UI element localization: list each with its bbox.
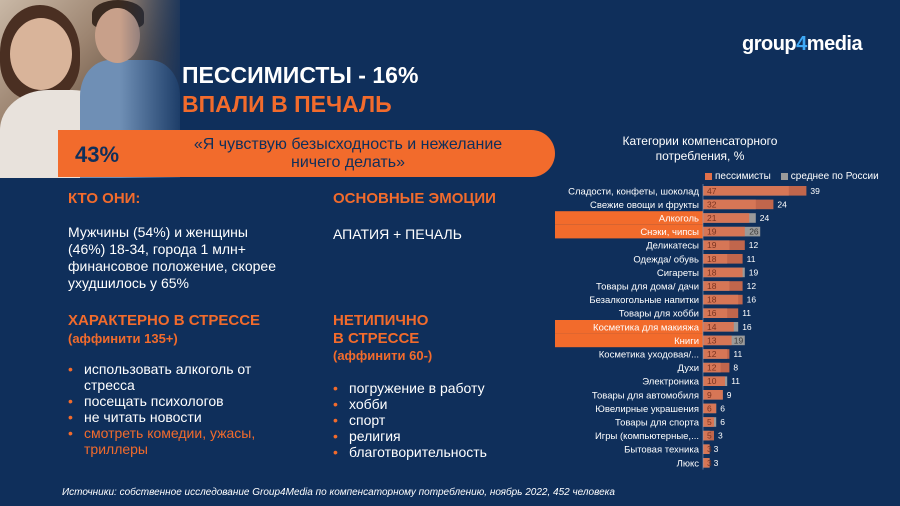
category-label: Бытовая техника — [624, 444, 699, 456]
value-label-pessimists: 14 — [707, 321, 717, 332]
value-label-average: 39 — [810, 185, 820, 196]
list-item: • посещать психологов — [66, 393, 286, 409]
category-label: Люкс — [676, 458, 699, 470]
value-label-pessimists: 3 — [707, 457, 712, 468]
category-label: Алкоголь — [658, 213, 699, 225]
value-label-average: 26 — [749, 226, 759, 237]
value-label-pessimists: 21 — [707, 213, 717, 223]
category-label: Книги — [674, 335, 699, 347]
value-label-average: 16 — [742, 321, 752, 332]
logo: group4media — [742, 33, 863, 55]
atypical-heading-2: В СТРЕССЕ — [333, 330, 420, 347]
category-label: Сигареты — [656, 267, 699, 279]
value-label-pessimists: 18 — [707, 294, 717, 305]
value-label-pessimists: 19 — [707, 226, 717, 237]
value-label-pessimists: 6 — [707, 403, 712, 414]
atypical-sub: (аффинити 60-) — [333, 348, 433, 363]
value-label-average: 9 — [726, 389, 732, 400]
value-label-pessimists: 18 — [707, 281, 717, 291]
list-item: • хобби — [331, 396, 531, 412]
value-label-pessimists: 5 — [707, 430, 712, 441]
value-label-average: 11 — [742, 308, 752, 319]
list-item: • использовать алкоголь от стресса — [66, 361, 286, 393]
list-item: • не читать новости — [66, 409, 286, 425]
value-label-pessimists: 5 — [707, 417, 712, 427]
value-label-pessimists: 3 — [707, 444, 712, 455]
chart-legend — [705, 171, 879, 182]
source-note: Источники: собственное исследование Group4Media по компенсаторному потреблению, ноябрь 2022, 452 человека — [62, 487, 615, 498]
bar-chart — [545, 182, 880, 472]
list-item: • смотреть комедии, ужасы, триллеры — [66, 425, 286, 457]
value-label-average: 12 — [746, 281, 757, 291]
value-label-pessimists: 12 — [707, 349, 717, 359]
category-label: Игры (компьютерные,... — [594, 431, 699, 443]
typical-list — [66, 361, 286, 457]
emotions-text: АПАТИЯ + ПЕЧАЛЬ — [333, 226, 462, 242]
category-label: Косметика для макияжа — [593, 322, 699, 334]
value-label-pessimists: 10 — [707, 376, 717, 387]
quote-banner — [58, 130, 555, 177]
value-label-average: 3 — [713, 457, 719, 468]
atypical-list — [331, 380, 531, 460]
value-label-average: 6 — [720, 403, 725, 414]
value-label-average: 19 — [733, 335, 744, 346]
category-label: Снэки, чипсы — [640, 227, 699, 239]
quote-percent: 43% — [75, 142, 120, 167]
legend-item-pessimists: пессимисты — [705, 171, 771, 182]
category-label: Деликатесы — [646, 240, 699, 252]
category-label: Товары для дома/ дачи — [596, 281, 699, 293]
category-label: Товары для хобби — [618, 308, 699, 320]
list-item: • религия — [331, 428, 531, 444]
list-item: • спорт — [331, 412, 531, 428]
typical-sub: (аффинити 135+) — [68, 331, 178, 346]
who-text: Мужчины (54%) и женщины (46%) 18-34, города 1 млн+ финансовое положение, скорее ухудшилось у 65% — [68, 224, 276, 291]
value-label-pessimists: 13 — [707, 335, 717, 346]
who-heading: КТО ОНИ: — [68, 190, 141, 207]
value-label-average: 11 — [731, 376, 741, 387]
value-label-average: 8 — [733, 362, 739, 373]
value-label-pessimists: 18 — [707, 267, 717, 278]
value-label-average: 16 — [746, 294, 757, 305]
value-label-average: 3 — [718, 430, 723, 441]
value-label-average: 3 — [713, 444, 719, 455]
category-label: Свежие овощи и фрукты — [590, 199, 699, 211]
value-label-average: 11 — [746, 253, 756, 264]
category-label: Товары для автомобиля — [591, 390, 699, 402]
emotions-heading: ОСНОВНЫЕ ЭМОЦИИ — [333, 190, 496, 207]
category-label: Ювелирные украшения — [595, 403, 699, 415]
value-label-pessimists: 18 — [707, 253, 717, 264]
value-label-average: 24 — [777, 199, 787, 210]
quote-text: «Я чувствую безысходность и нежелание ничего делать» — [193, 136, 503, 171]
value-label-pessimists: 47 — [707, 185, 717, 196]
value-label-pessimists: 19 — [707, 240, 717, 251]
category-label: Товары для спорта — [615, 417, 699, 429]
chart-title: Категории компенсаторного потребления, % — [622, 134, 778, 163]
list-item: • благотворительность — [331, 444, 531, 460]
value-label-pessimists: 9 — [707, 389, 712, 400]
bar-pessimists — [703, 186, 806, 196]
category-label: Косметика уходовая/... — [598, 349, 699, 361]
category-label: Сладости, конфеты, шоколад — [568, 186, 699, 198]
category-label: Электроника — [642, 376, 699, 388]
value-label-average: 19 — [748, 267, 759, 278]
value-label-average: 24 — [759, 213, 770, 223]
bar-pessimists — [703, 390, 723, 400]
page-subtitle: ВПАЛИ В ПЕЧАЛЬ — [182, 91, 392, 117]
category-label: Духи — [677, 363, 699, 375]
legend-item-average: среднее по России — [781, 171, 879, 182]
page-title: ПЕССИМИСТЫ - 16% — [182, 62, 419, 88]
category-label: Одежда/ обувь — [633, 254, 699, 266]
value-label-average: 6 — [720, 417, 725, 427]
value-label-pessimists: 32 — [707, 199, 717, 210]
value-label-average: 11 — [733, 349, 743, 359]
typical-heading: ХАРАКТЕРНО В СТРЕССЕ — [68, 312, 261, 329]
value-label-pessimists: 16 — [707, 308, 717, 319]
list-item: • погружение в работу — [331, 380, 531, 396]
category-label: Безалкогольные напитки — [589, 295, 699, 307]
atypical-heading-1: НЕТИПИЧНО — [333, 312, 429, 329]
value-label-average: 12 — [748, 240, 759, 251]
value-label-pessimists: 12 — [707, 362, 717, 373]
